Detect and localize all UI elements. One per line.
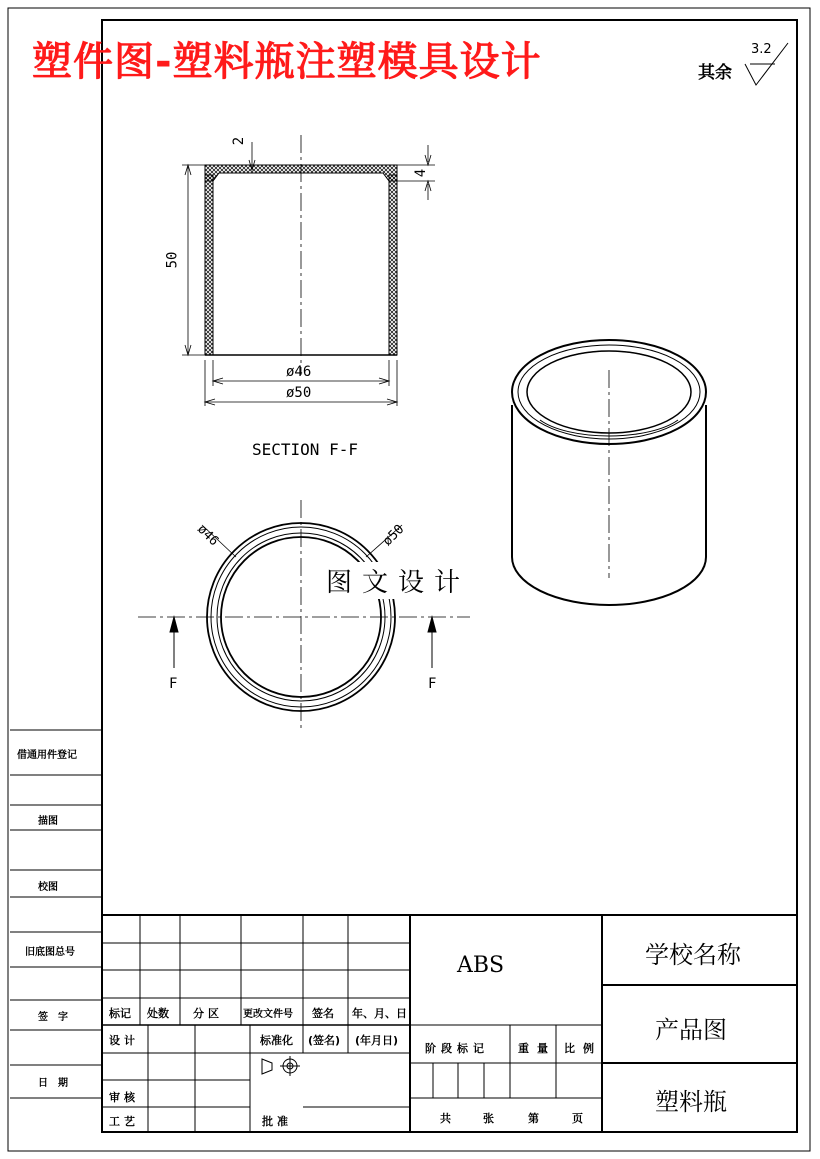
drawing-title: 塑件图-塑料瓶注塑模具设计 xyxy=(32,39,542,85)
tb-sheet-unit: 张 xyxy=(483,1112,494,1125)
tb-stage-label: 阶段标记 xyxy=(425,1042,489,1055)
plan-view xyxy=(138,500,470,728)
left-item-register: 借通用件登记 xyxy=(17,750,77,761)
tb-school-name: 学校名称 xyxy=(645,941,741,969)
isometric-view xyxy=(512,340,706,605)
tb-signature: (签名) xyxy=(308,1034,341,1047)
tb-page: 页 xyxy=(572,1112,583,1125)
tb-drawing-type: 产品图 xyxy=(655,1016,727,1044)
tb-standard: 标准化 xyxy=(260,1034,293,1047)
tb-approve: 批准 xyxy=(262,1115,292,1128)
tb-sheet-num: 第 xyxy=(528,1112,539,1125)
left-column xyxy=(10,730,102,1098)
left-item-date: 日期 xyxy=(38,1078,78,1089)
cut-mark-left: F xyxy=(169,676,178,692)
tb-header-count: 处数 xyxy=(147,1007,169,1020)
tb-header-sign: 签名 xyxy=(312,1007,334,1020)
tb-date: (年月日) xyxy=(355,1034,399,1047)
dim-top-gap: 2 xyxy=(231,136,248,146)
plan-dim-inner: ø46 xyxy=(194,521,222,550)
watermark: 图文设计 xyxy=(318,562,478,599)
tb-sheet-total: 共 xyxy=(440,1112,451,1125)
section-label: SECTION F-F xyxy=(252,440,358,459)
tb-weight-label: 重量 xyxy=(518,1042,556,1055)
tb-review: 审核 xyxy=(109,1091,139,1104)
tb-header-mark: 标记 xyxy=(109,1007,131,1020)
dim-height: 50 xyxy=(164,251,181,269)
left-item-trace: 描图 xyxy=(38,816,58,827)
cut-mark-right: F xyxy=(428,676,437,692)
projection-symbol-icon xyxy=(262,1056,300,1076)
left-item-signature: 签字 xyxy=(38,1012,78,1023)
plan-dim-outer: ø50 xyxy=(380,521,408,550)
dim-lip: 4 xyxy=(413,168,430,178)
tb-design: 设计 xyxy=(109,1034,139,1047)
roughness-value: 3.2 xyxy=(751,42,772,57)
left-item-check: 校图 xyxy=(38,882,58,893)
dim-inner-dia: ø46 xyxy=(286,364,312,380)
tb-process: 工艺 xyxy=(109,1115,139,1128)
left-item-old-number: 旧底图总号 xyxy=(25,947,75,958)
tb-header-change-doc: 更改文件号 xyxy=(243,1009,293,1020)
surface-note: 其余 xyxy=(698,63,732,83)
tb-header-zone: 分区 xyxy=(193,1007,223,1020)
dim-outer-dia: ø50 xyxy=(286,385,312,401)
tb-material: ABS xyxy=(457,953,505,978)
tb-scale-label: 比例 xyxy=(564,1042,602,1055)
tb-part-name: 塑料瓶 xyxy=(655,1088,727,1116)
tb-header-date: 年、月、日 xyxy=(352,1007,407,1020)
